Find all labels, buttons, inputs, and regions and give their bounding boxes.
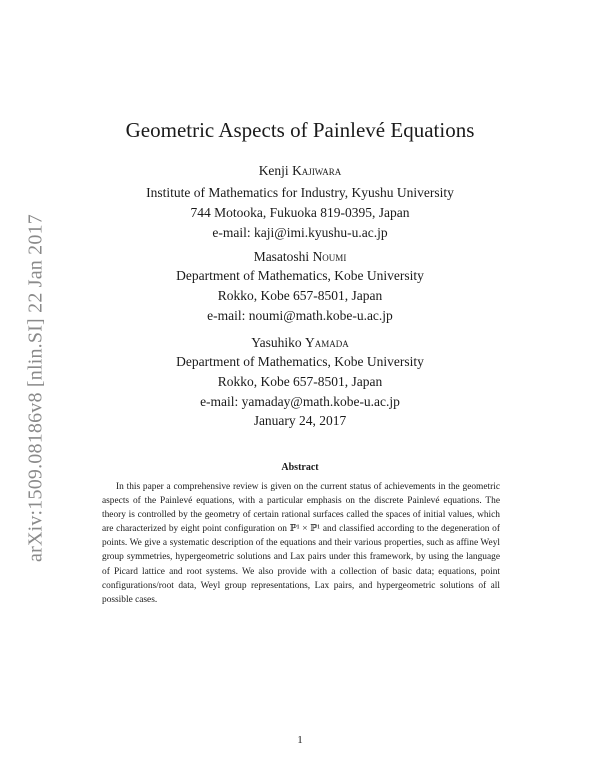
author-3-address: Rokko, Kobe 657-8501, Japan <box>217 374 383 389</box>
author-3-affiliation <box>0 352 600 412</box>
author-1-affiliation <box>0 183 600 243</box>
author-2-address: Rokko, Kobe 657-8501, Japan <box>217 288 383 303</box>
author-2-surname: Noumi <box>312 249 347 264</box>
author-2-affiliation <box>0 266 600 326</box>
author-3-surname: Yamada <box>305 335 349 350</box>
author-2-given: Masatoshi <box>253 249 310 264</box>
author-3-institution: Department of Mathematics, Kobe University <box>176 354 424 369</box>
abstract-text: In this paper a comprehensive review is given on the current status of achievements in the geometric aspects of the Painlevé equations, with a particular emphasis on the discrete Painlevé equations. The theory is controlled by the geometry of certain rational surfaces called the spaces of initial values, which are characterized by eight point configuration on ℙ¹ × ℙ¹ and classified according to the degeneration of points. We give a systematic description of the equations and their various properties, such as affine Weyl group symmetries, hypergeometric solutions and Lax pairs under this framework, by using the language of Picard lattice and root systems. We also provide with a collection of basic data; equations, point configurations/root data, Weyl group representations, Lax pairs, and hypergeometric solutions of all possible cases. <box>102 482 500 605</box>
author-3 <box>0 335 600 351</box>
author-3-email: e-mail: yamaday@math.kobe-u.ac.jp <box>200 394 400 409</box>
author-1-email: e-mail: kaji@imi.kyushu-u.ac.jp <box>212 225 388 240</box>
author-1-given: Kenji <box>258 163 289 178</box>
abstract-heading: Abstract <box>281 462 319 473</box>
author-1-address: 744 Motooka, Fukuoka 819-0395, Japan <box>190 205 410 220</box>
author-2-email: e-mail: noumi@math.kobe-u.ac.jp <box>207 308 393 323</box>
author-3-given: Yasuhiko <box>251 335 302 350</box>
arxiv-identifier: arXiv:1509.08186v8 [nlin.SI] 22 Jan 2017 <box>24 214 47 562</box>
publication-date: January 24, 2017 <box>253 413 347 428</box>
author-1-institution: Institute of Mathematics for Industry, Kyushu University <box>146 185 454 200</box>
page-number: 1 <box>297 734 303 746</box>
author-2-institution: Department of Mathematics, Kobe University <box>176 268 424 283</box>
paper-title: Geometric Aspects of Painlevé Equations <box>125 118 475 142</box>
author-1-surname: Kajiwara <box>292 163 342 178</box>
author-1 <box>0 163 600 179</box>
author-2 <box>0 249 600 265</box>
